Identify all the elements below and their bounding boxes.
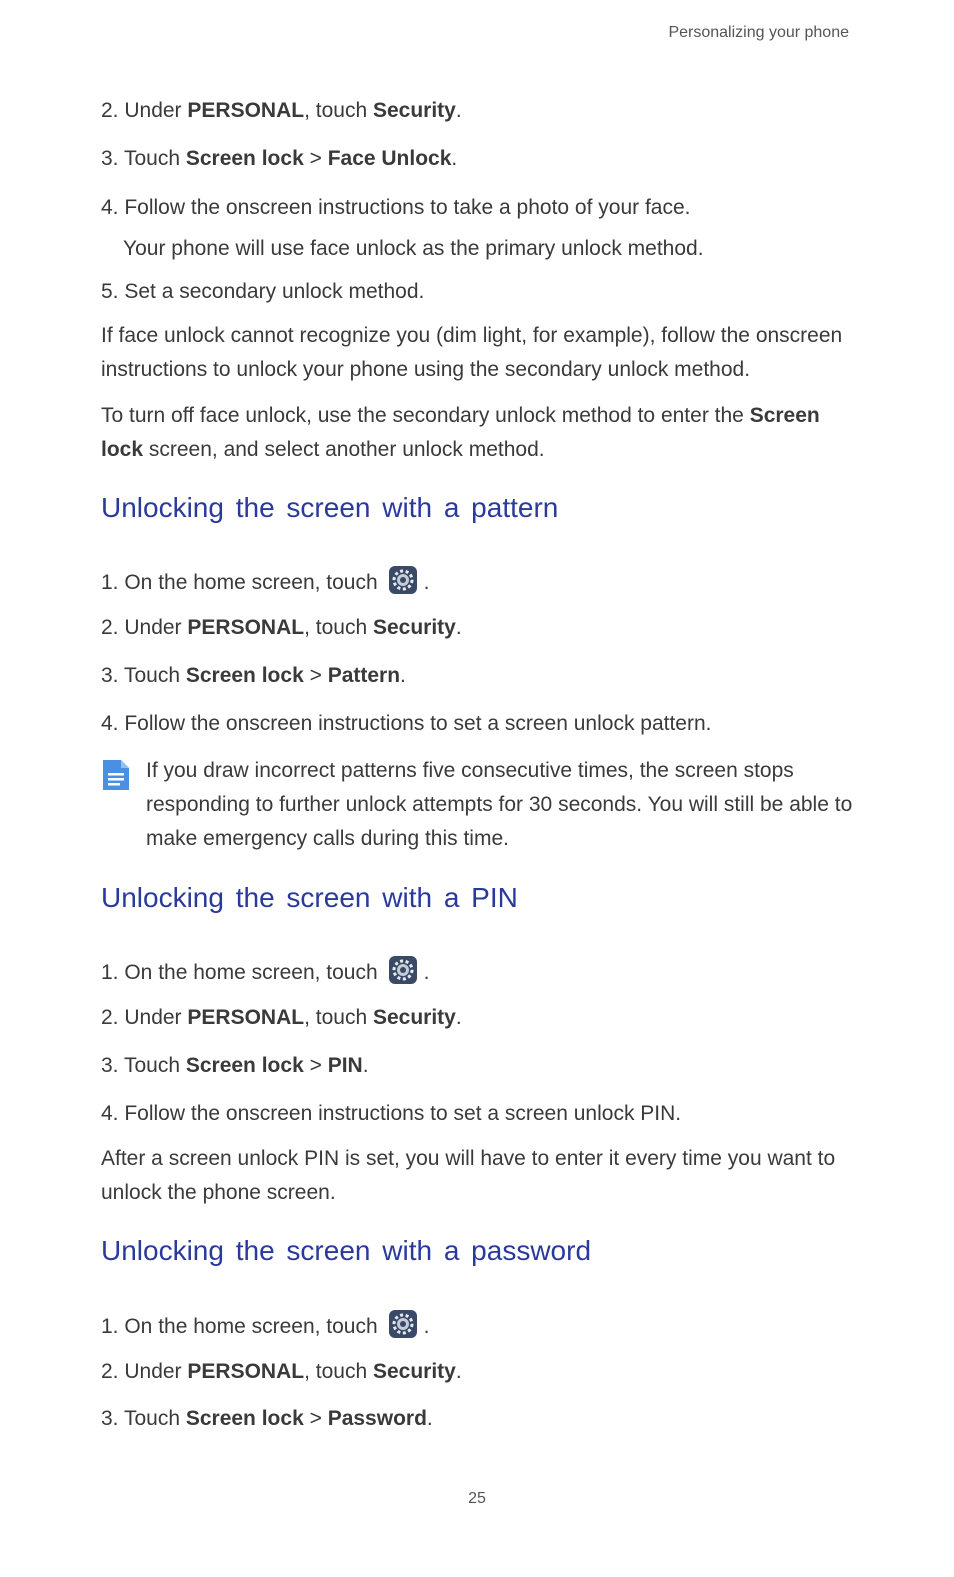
step-text: . [400,664,406,687]
step-2-password [101,1359,462,1385]
step-4-pin: 4. Follow the onscreen instructions to set a screen unlock PIN. [101,1102,682,1125]
note-icon [101,758,131,792]
step-text: > [303,664,328,687]
face-unlock-paragraph: If face unlock cannot recognize you (dim light, for example), follow the onscreen instructions to unlock your phone using the secondary unlock method. [101,324,843,381]
page-number: 25 [468,1490,486,1507]
step-4-face-note: Your phone will use face unlock as the primary unlock method. [123,237,704,260]
step-text: > [303,147,328,170]
pattern-note: If you draw incorrect patterns five consecutive times, the screen stops responding to further unlock attempts for 30 seconds. You will still be able to make emergency calls during this time. [146,759,853,850]
step-text: 3. Touch [101,1054,186,1077]
heading-pin: Unlocking the screen with a PIN [101,882,518,913]
para-text: To turn off face unlock, use the secondary unlock method to enter the [101,404,750,427]
step-5-face: 5. Set a secondary unlock method. [101,280,425,303]
step-text: . [423,571,430,594]
step-3-pattern [101,663,406,689]
step-text: 1. On the home screen, touch [101,1315,378,1338]
step-1-password [101,1309,430,1340]
settings-gear-icon [388,955,418,985]
step-text: > [303,1054,328,1077]
para-text: screen, and select another unlock method. [143,438,545,461]
step-4-pattern: 4. Follow the onscreen instructions to set a screen unlock pattern. [101,712,712,735]
step-2-face [101,98,462,124]
running-header: Personalizing your phone [668,24,849,41]
bold-term: PERSONAL [187,616,305,639]
step-text: 1. On the home screen, touch [101,961,378,984]
step-text: . [451,147,458,170]
step-text: . [455,1360,462,1383]
step-text: , touch [304,616,373,639]
turn-off-paragraph [101,399,861,467]
step-text: , touch [304,1360,373,1383]
step-text: 2. Under [101,1006,188,1029]
bold-term: PIN [327,1054,363,1077]
bold-term: PERSONAL [187,1360,305,1383]
step-text: 2. Under [101,616,188,639]
step-text: 2. Under [101,1360,188,1383]
step-text: . [423,1315,430,1338]
step-4-face: 4. Follow the onscreen instructions to take a photo of your face. [101,196,691,219]
bold-term: Security [372,1360,456,1383]
bold-term: Security [372,616,456,639]
step-text: 2. Under [101,99,188,122]
step-text: . [426,1407,433,1430]
bold-term: Screen lock [185,1407,304,1430]
step-1-pin [101,955,430,986]
bold-term: Password [327,1407,427,1430]
step-1-pattern [101,565,430,596]
bold-term: Screen lock [101,404,820,461]
step-3-face [101,146,457,172]
bold-term: Security [372,99,456,122]
step-text: , touch [304,1006,373,1029]
step-text: , touch [304,99,373,122]
step-text: . [362,1054,369,1077]
step-2-pin [101,1005,462,1031]
step-3-pin [101,1053,369,1079]
bold-term: Screen lock [185,147,304,170]
step-2-pattern [101,615,462,641]
step-text: . [455,616,462,639]
bold-term: Security [372,1006,456,1029]
step-text: 3. Touch [101,1407,186,1430]
step-text: . [455,1006,462,1029]
settings-gear-icon [388,565,418,595]
step-3-password [101,1406,433,1432]
bold-term: Face Unlock [327,147,452,170]
step-text: 1. On the home screen, touch [101,571,378,594]
step-text: 3. Touch [101,147,186,170]
settings-gear-icon [388,1309,418,1339]
bold-term: Screen lock [185,1054,304,1077]
pin-paragraph: After a screen unlock PIN is set, you will have to enter it every time you want to unlock the phone screen. [101,1147,836,1204]
step-text: 3. Touch [101,664,186,687]
step-text: . [455,99,462,122]
step-text: . [423,961,430,984]
bold-term: Pattern [327,664,401,687]
heading-password: Unlocking the screen with a password [101,1235,592,1266]
step-text: > [303,1407,328,1430]
bold-term: PERSONAL [187,99,305,122]
bold-term: PERSONAL [187,1006,305,1029]
bold-term: Screen lock [185,664,304,687]
heading-pattern: Unlocking the screen with a pattern [101,492,559,523]
